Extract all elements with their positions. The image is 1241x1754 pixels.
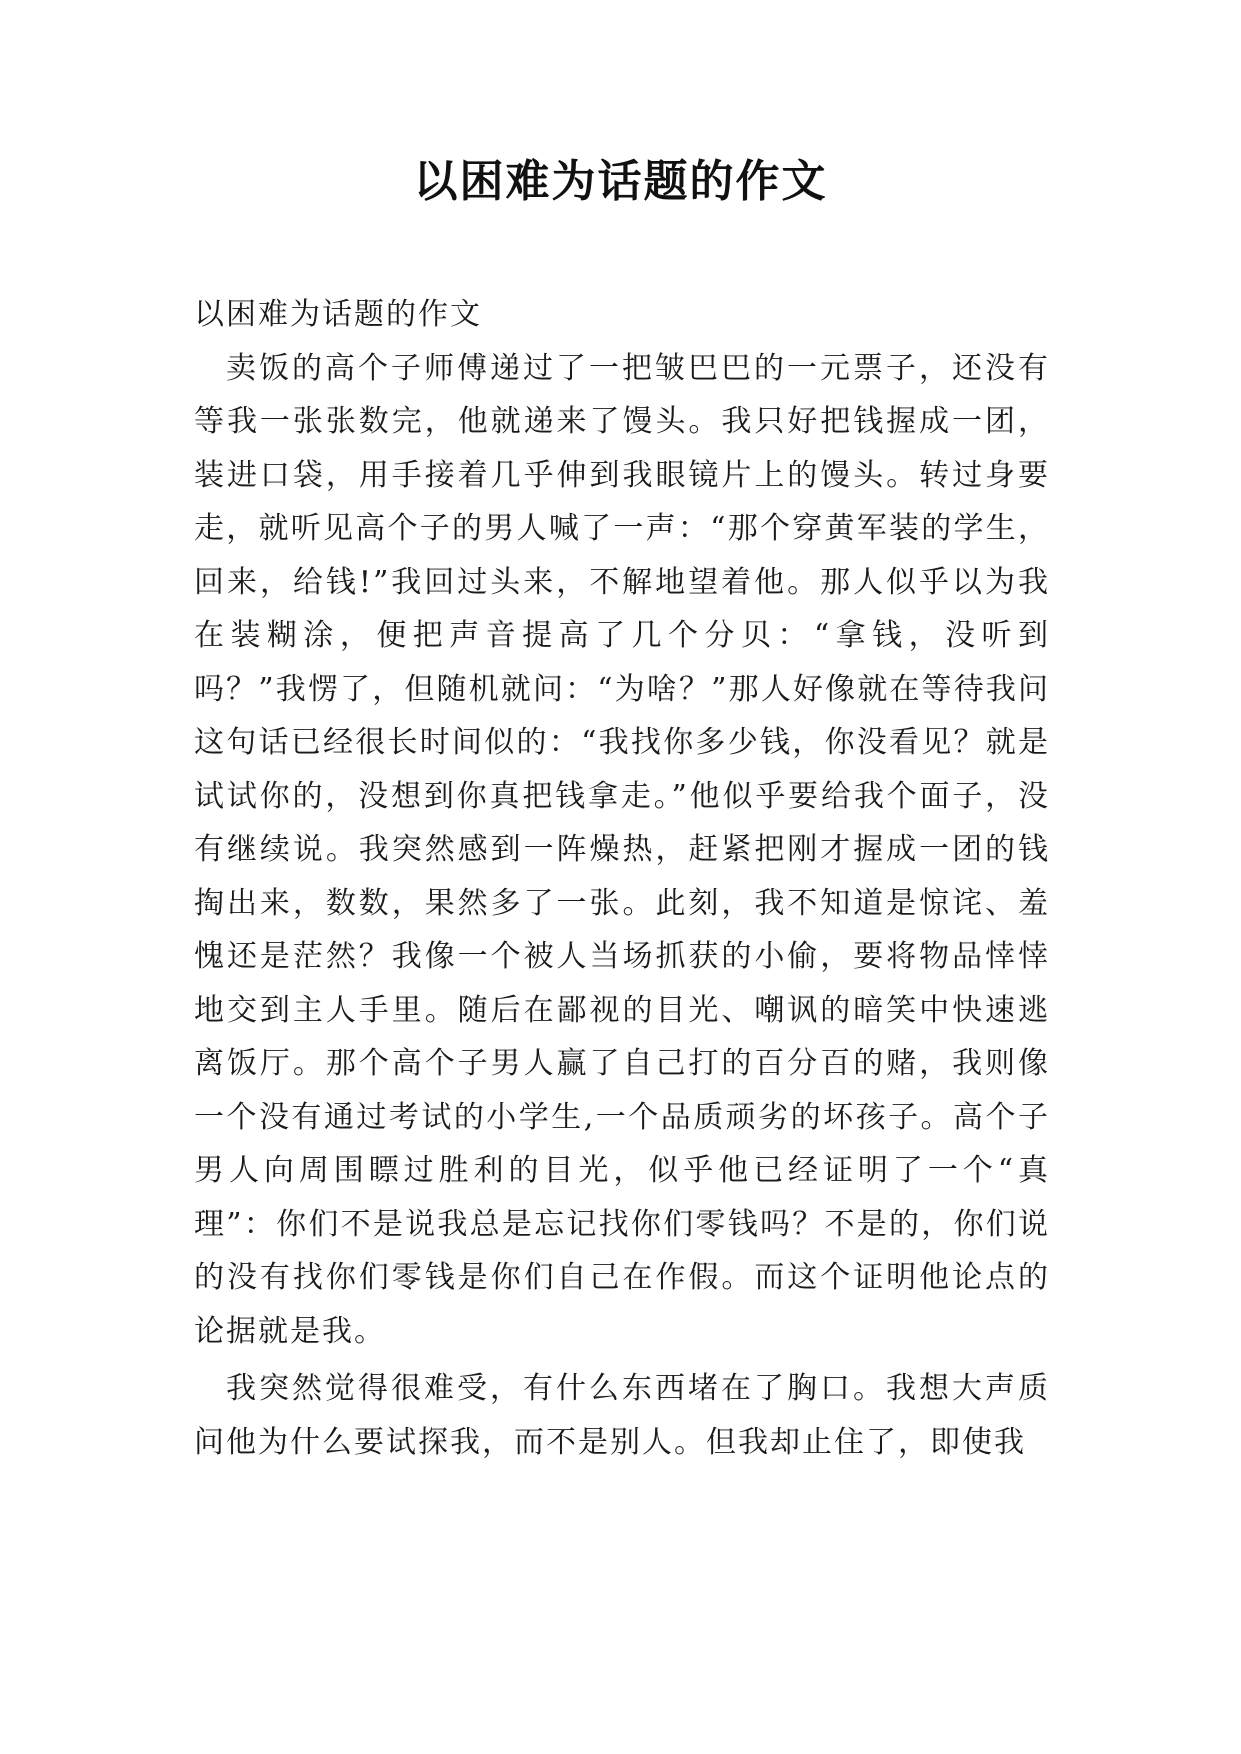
document-body — [194, 288, 1050, 1469]
paragraph-1: 卖饭的高个子师傅递过了一把皱巴巴的一元票子，还没有等我一张张数完，他就递来了馒头。我只好把钱握成一团，装进口袋，用手接着几乎伸到我眼镜片上的馒头。转过身要走，就听见高个子的男人喊了一声：“那个穿黄军装的学生，回来，给钱!”我回过头来，不解地望着他。那人似乎以为我在装糊涂，便把声音提高了几个分贝：“拿钱，没听到吗？”我愣了，但随机就问：“为啥？”那人好像就在等待我问这句话已经很长时间似的：“我找你多少钱，你没看见？就是试试你的，没想到你真把钱拿走。”他似乎要给我个面子，没有继续说。我突然感到一阵燥热，赶紧把刚才握成一团的钱掏出来，数数，果然多了一张。此刻，我不知道是惊诧、羞愧还是茫然？我像一个被人当场抓获的小偷，要将物品悻悻地交到主人手里。随后在鄙视的目光、嘲讽的暗笑中快速逃离饭厅。那个高个子男人赢了自己打的百分百的赌，我则像一个没有通过考试的小学生,一个品质顽劣的坏孩子。高个子男人向周围瞟过胜利的目光，似乎他已经证明了一个“真理”：你们不是说我总是忘记找你们零钱吗？不是的，你们说的没有找你们零钱是你们自己在作假。而这个证明他论点的论据就是我。 — [194, 350, 1050, 1349]
paragraph-2: 我突然觉得很难受，有什么东西堵在了胸口。我想大声质问他为什么要试探我，而不是别人。但我却止住了，即使我 — [194, 1371, 1050, 1460]
document-subtitle: 以困难为话题的作文 — [194, 297, 482, 332]
document-title: 以困难为话题的作文 — [413, 156, 828, 207]
